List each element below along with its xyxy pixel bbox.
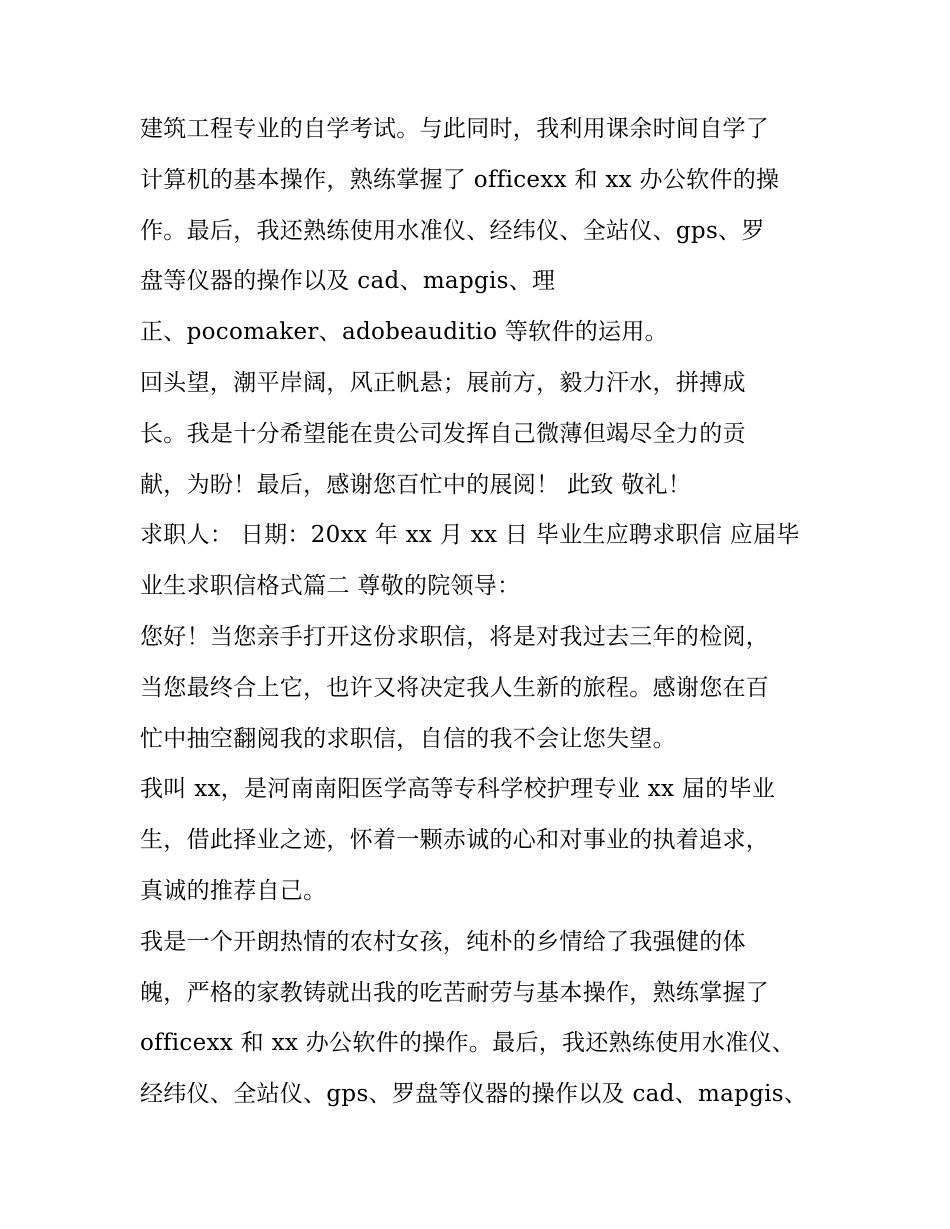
text-line: 当您最终合上它，也许又将决定我人生新的旅程。感谢您在百: [140, 674, 770, 701]
text-line: 忙中抽空翻阅我的求职信，自信的我不会让您失望。: [140, 725, 676, 752]
text-line: 献，为盼！最后，感谢您百忙中的展阅！ 此致 敬礼！: [140, 471, 692, 498]
text-line: 真诚的推荐自己。: [140, 877, 327, 904]
text-line: 您好！当您亲手打开这份求职信，将是对我过去三年的检阅，: [140, 623, 770, 650]
document-body: [140, 104, 820, 1120]
text-line: 魄，严格的家教铸就出我的吃苦耐劳与基本操作，熟练掌握了: [140, 979, 770, 1006]
text-line: 建筑工程专业的自学考试。与此同时，我利用课余时间自学了: [140, 116, 770, 142]
text-line: 计算机的基本操作，熟练掌握了 officexx 和 xx 办公软件的操: [140, 166, 780, 193]
text-line: 回头望，潮平岸阔，风正帆悬；展前方，毅力汗水，拼搏成: [140, 369, 746, 396]
text-line: 正、pocomaker、adobeauditio 等软件的运用。: [140, 319, 668, 346]
text-line: 生，借此择业之迹，怀着一颗赤诚的心和对事业的执着追求，: [140, 827, 770, 854]
text-line: 我是一个开朗热情的农村女孩，纯朴的乡情给了我强健的体: [140, 928, 746, 955]
text-line: 盘等仪器的操作以及 cad、mapgis、理: [140, 268, 556, 295]
text-line: officexx 和 xx 办公软件的操作。最后，我还熟练使用水准仪、: [140, 1030, 796, 1057]
text-line: 长。我是十分希望能在贵公司发挥自己微薄但竭尽全力的贡: [140, 420, 746, 447]
text-line: 业生求职信格式篇二 尊敬的院领导：: [140, 573, 521, 600]
text-line: 作。最后，我还熟练使用水准仪、经纬仪、全站仪、gps、罗: [140, 217, 765, 244]
text-line: 经纬仪、全站仪、gps、罗盘等仪器的操作以及 cad、mapgis、: [140, 1081, 808, 1108]
text-line: 我叫 xx，是河南南阳医学高等专科学校护理专业 xx 届的毕业: [140, 776, 776, 803]
text-line: 求职人： 日期：20xx 年 xx 月 xx 日 毕业生应聘求职信 应届毕: [140, 522, 800, 549]
